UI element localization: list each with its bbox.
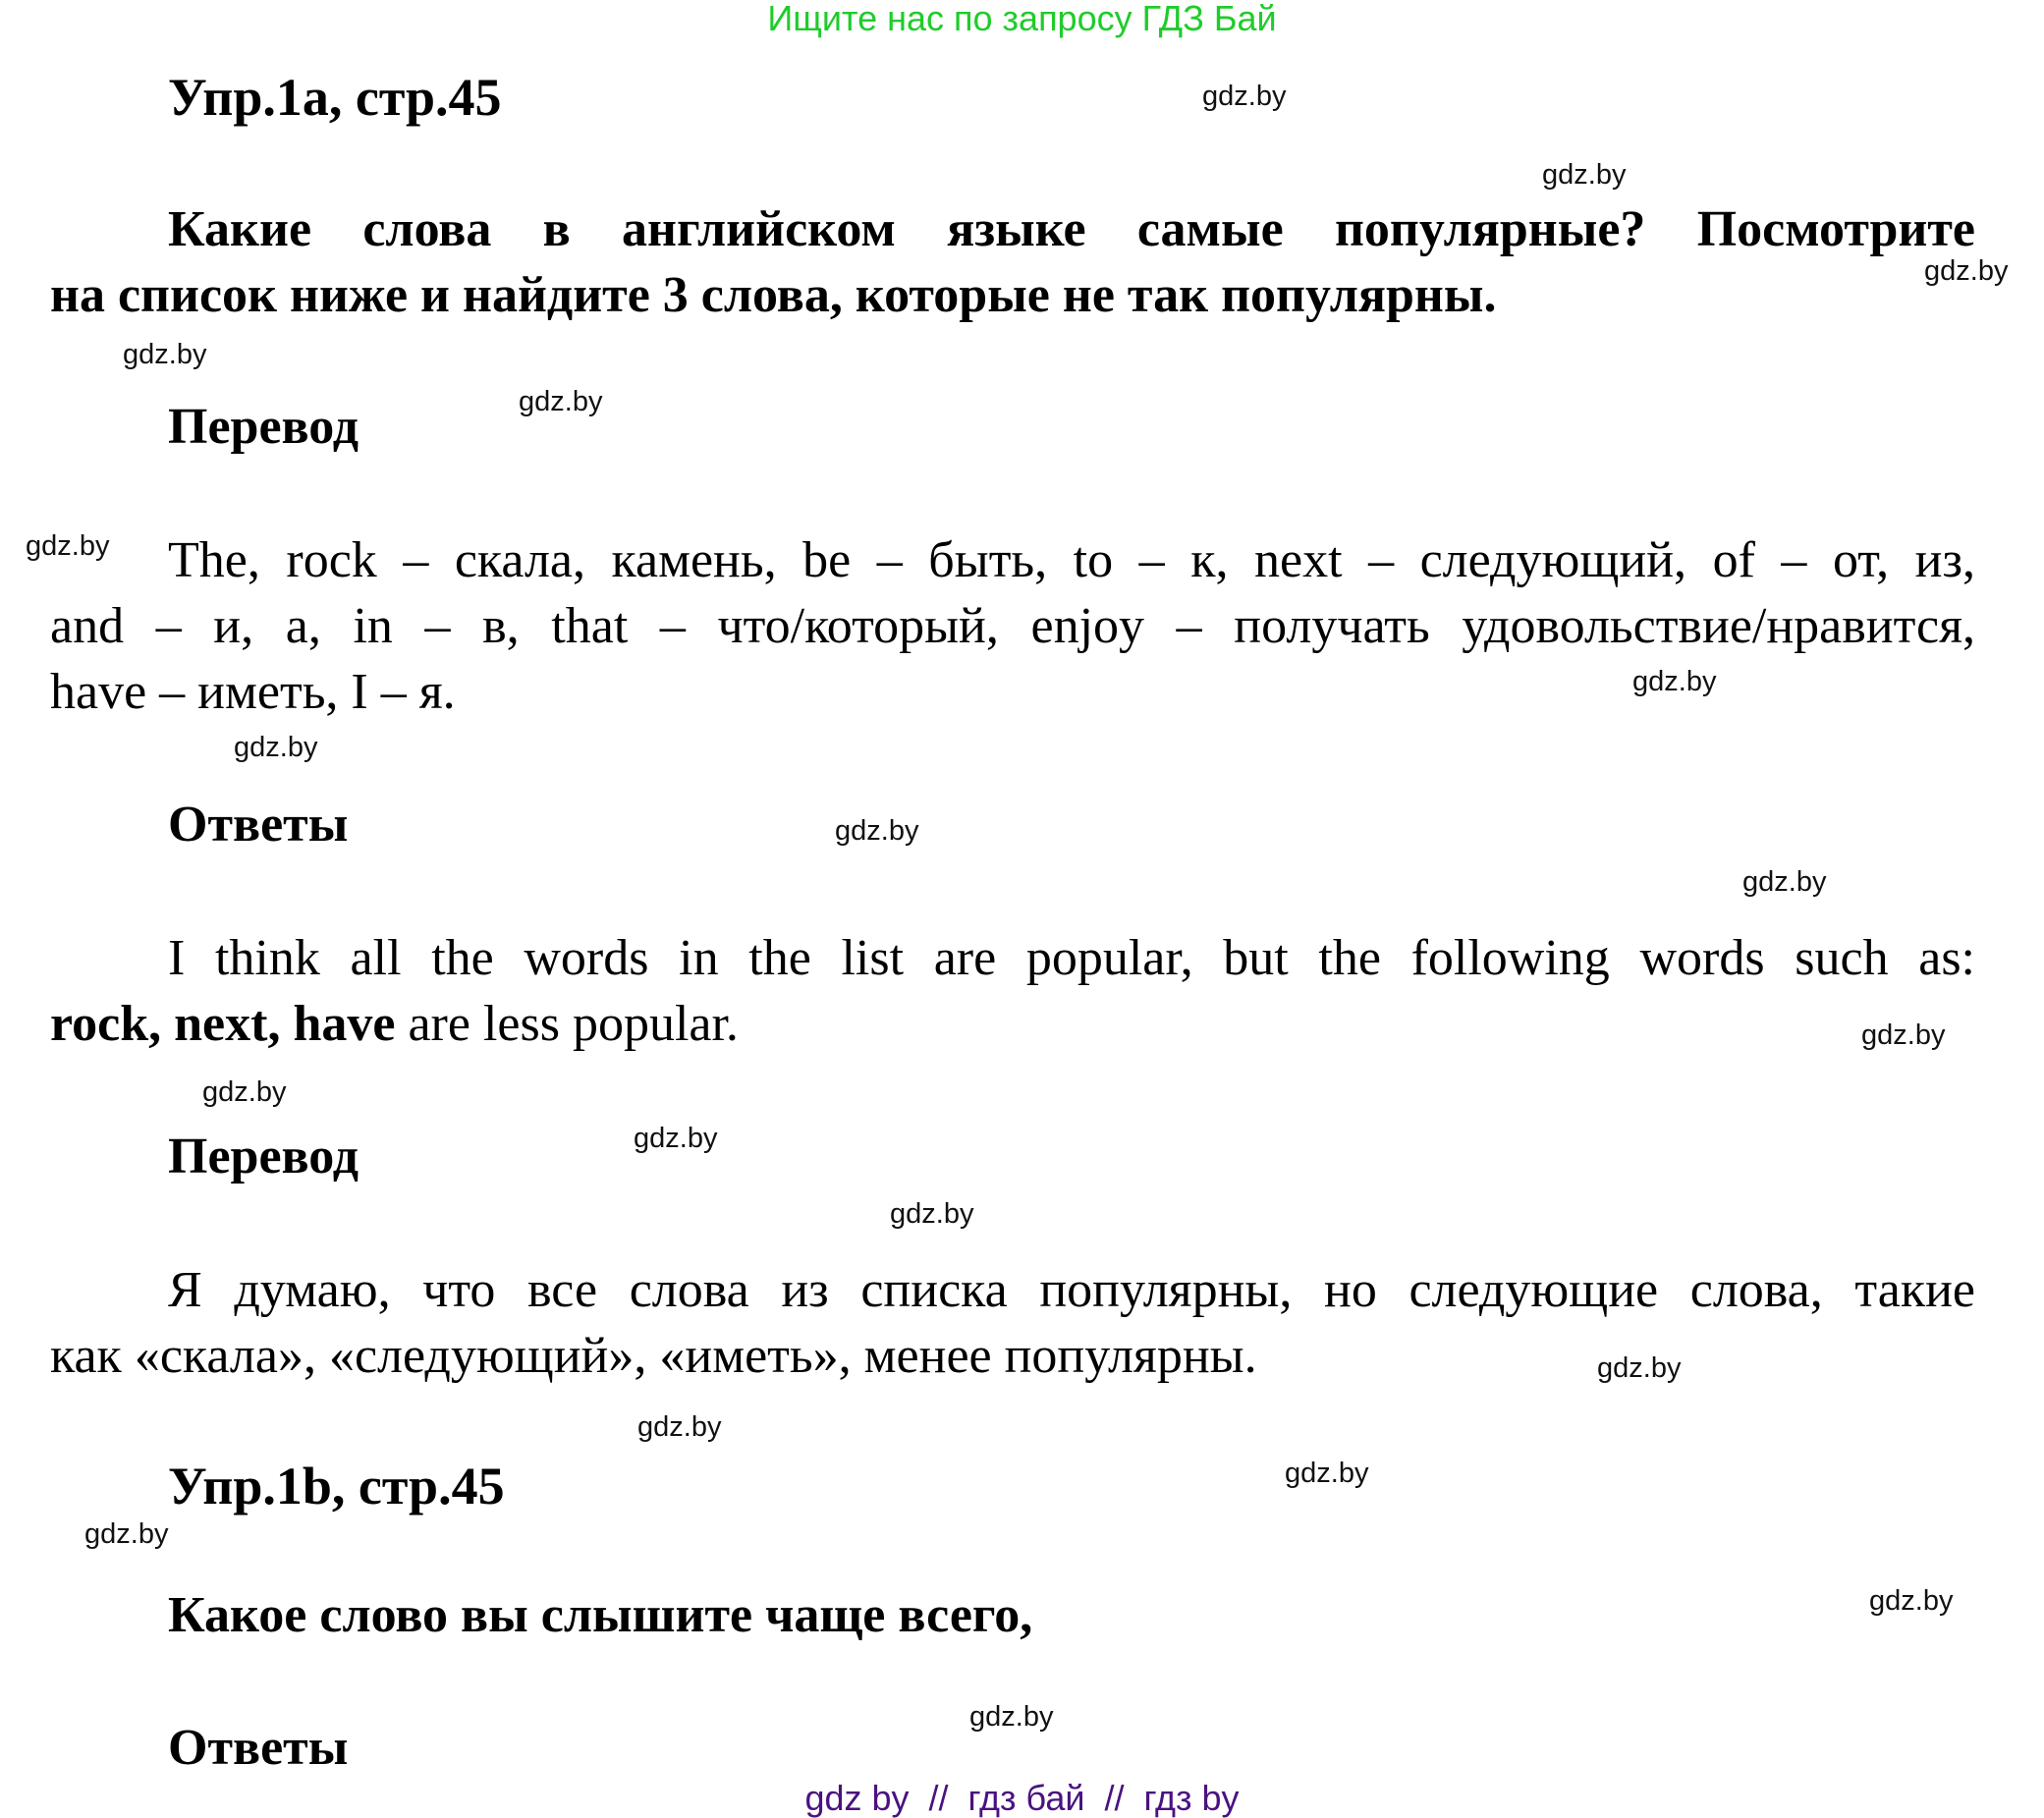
answer-bold-words: rock, next, have — [50, 996, 396, 1052]
watermark: gdz.by — [202, 1076, 287, 1108]
watermark: gdz.by — [969, 1701, 1054, 1733]
answer-translation-heading: Перевод — [168, 1129, 359, 1184]
answer-translation-line-1: Я думаю, что все слова из списка популярны, но следующие слова, такие — [168, 1262, 1975, 1318]
watermark: gdz.by — [1869, 1585, 1954, 1617]
task-line-1: Какие слова в английском языке самые популярные? Посмотрите — [168, 201, 1975, 257]
translation-line-1: The, rock – скала, камень, be – быть, to – к, next – следующий, of – от, из, — [168, 532, 1975, 588]
translation-line-2: and – и, a, in – в, that – что/который, enjoy – получать удовольствие/нравится, — [50, 598, 1975, 654]
watermark: gdz.by — [1742, 866, 1827, 898]
watermark: gdz.by — [84, 1518, 169, 1550]
watermark: gdz.by — [1202, 81, 1287, 112]
watermark: gdz.by — [519, 386, 603, 417]
watermark: gdz.by — [1542, 159, 1627, 191]
watermark: gdz.by — [890, 1198, 974, 1230]
task-line-2: на список ниже и найдите 3 слова, которые не так популярны. — [50, 267, 1497, 323]
answer-line-2 — [50, 991, 1975, 1057]
watermark: gdz.by — [637, 1411, 722, 1443]
watermark: gdz.by — [1924, 255, 2009, 287]
exercise-1b-answers-heading: Ответы — [168, 1720, 349, 1776]
answer-translation-paragraph — [50, 1257, 1975, 1389]
exercise-1a-task — [50, 196, 1975, 328]
answers-heading: Ответы — [168, 797, 349, 853]
watermark: gdz.by — [1597, 1352, 1682, 1384]
watermark: gdz.by — [634, 1123, 718, 1154]
watermark: gdz.by — [234, 732, 318, 763]
watermark: gdz.by — [1632, 666, 1717, 697]
watermark: gdz.by — [123, 339, 207, 370]
watermark: gdz.by — [835, 815, 919, 847]
watermark: gdz.by — [26, 530, 110, 562]
answer-line-2-rest: are less popular. — [395, 996, 739, 1052]
exercise-1a-title: Упр.1a, стр.45 — [168, 68, 502, 127]
watermark: gdz.by — [1285, 1458, 1369, 1489]
answer-paragraph — [50, 925, 1975, 1057]
translation-heading: Перевод — [168, 399, 359, 455]
watermark: gdz.by — [1861, 1019, 1946, 1051]
exercise-1b-task: Какое слово вы слышите чаще всего, — [168, 1587, 1033, 1643]
top-search-banner: Ищите нас по запросу ГДЗ Бай — [767, 0, 1277, 38]
exercise-1b-title: Упр.1b, стр.45 — [168, 1457, 505, 1515]
translation-line-3: have – иметь, I – я. — [50, 664, 456, 720]
answer-translation-line-2: как «скала», «следующий», «иметь», менее популярны. — [50, 1328, 1257, 1384]
bottom-watermark-banner: gdz by // гдз бай // гдз by — [804, 1778, 1240, 1818]
answer-line-1: I think all the words in the list are popular, but the following words such as: — [168, 930, 1975, 986]
